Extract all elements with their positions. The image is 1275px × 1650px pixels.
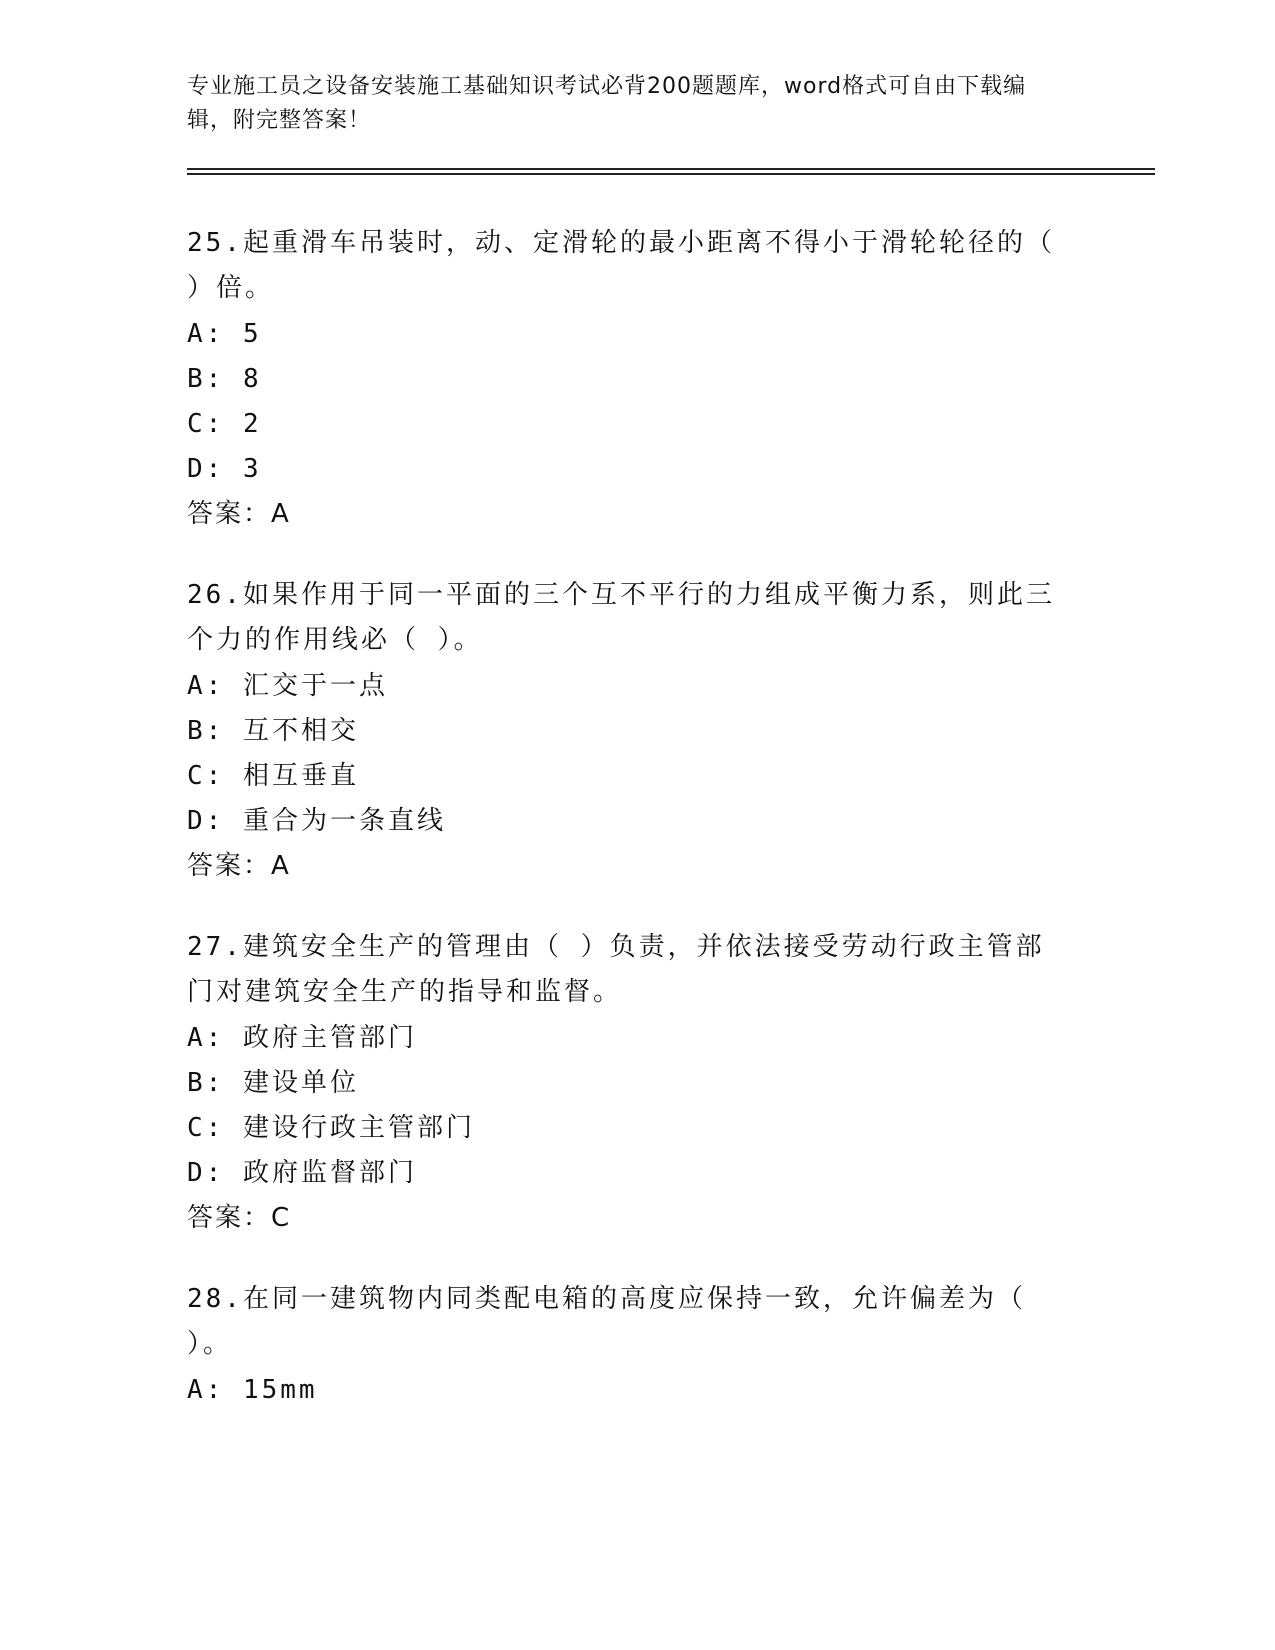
- answer-line: 答案：A: [187, 851, 291, 881]
- option-c: C: 建设行政主管部门: [187, 1113, 475, 1143]
- question-26: [187, 573, 1147, 889]
- option-c: C: 2: [187, 409, 262, 439]
- header-divider: [187, 168, 1155, 175]
- option-a: A: 15mm: [187, 1375, 318, 1405]
- question-stem: 27.建筑安全生产的管理由（ ）负责，并依法接受劳动行政主管部门对建筑安全生产的指导和监督。: [187, 932, 1045, 1007]
- option-d: D: 重合为一条直线: [187, 806, 446, 836]
- option-a: A: 政府主管部门: [187, 1023, 417, 1053]
- option-d: D: 3: [187, 454, 262, 484]
- header-note: 专业施工员之设备安装施工基础知识考试必背200题题库，word格式可自由下载编辑，附完整答案！: [187, 74, 1027, 133]
- option-a: A: 5: [187, 319, 262, 349]
- question-stem: 25.起重滑车吊装时，动、定滑轮的最小距离不得小于滑轮轮径的（ ）倍。: [187, 228, 1055, 303]
- question-stem: 28.在同一建筑物内同类配电箱的高度应保持一致，允许偏差为（ ）。: [187, 1284, 1026, 1359]
- question-25: [187, 221, 1147, 537]
- answer-line: 答案：C: [187, 1203, 292, 1233]
- divider-line-bottom: [187, 173, 1155, 175]
- option-b: B: 8: [187, 364, 262, 394]
- option-b: B: 互不相交: [187, 716, 359, 746]
- question-28: [187, 1277, 1147, 1413]
- answer-line: 答案：A: [187, 499, 291, 529]
- option-c: C: 相互垂直: [187, 761, 359, 791]
- option-a: A: 汇交于一点: [187, 671, 388, 701]
- question-stem: 26.如果作用于同一平面的三个互不平行的力组成平衡力系，则此三个力的作用线必（ ）。: [187, 580, 1055, 655]
- divider-line-top: [187, 168, 1155, 170]
- option-b: B: 建设单位: [187, 1068, 359, 1098]
- question-list: [187, 221, 1147, 1413]
- question-27: [187, 925, 1147, 1241]
- document-page: [187, 70, 1147, 1449]
- option-d: D: 政府监督部门: [187, 1158, 417, 1188]
